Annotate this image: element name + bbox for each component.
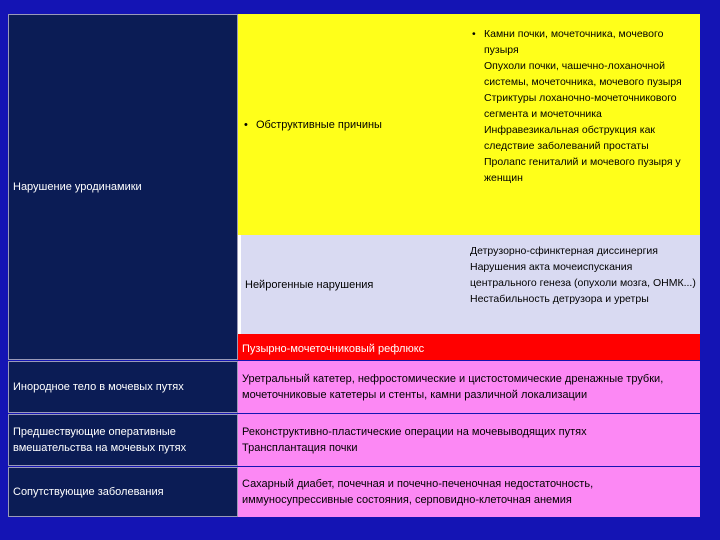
comorbid-text: Сахарный диабет, почечная и почечно-печеночная недостаточность, иммуносупрессивные состояния, серповидно-клеточная анемия [242, 478, 594, 506]
obstructive-item: • Камни почки, мочеточника, мочевого пузыря [470, 26, 698, 58]
obstructive-item: Опухоли почки, чашечно-лоханочной системы, мочеточника, мочевого пузыря [484, 60, 682, 88]
prior-surgery-label: Предшествующие оперативные вмешательства на мочевых путях [13, 426, 187, 454]
neurogenic-item: Нестабильность детрузора и уретры [470, 293, 649, 305]
obstructive-item: Пролапс гениталий и мочевого пузыря у женщин [484, 156, 681, 184]
prior-surgery-text-cell [238, 414, 700, 466]
prior-surgery-item: Трансплантация почки [242, 442, 358, 454]
obstructive-label: • Обструктивные причины [242, 117, 382, 133]
prior-surgery-item: Реконструктивно-пластические операции на мочевыводящих путях [242, 426, 587, 438]
comorbid-label-cell [8, 467, 238, 517]
foreign-body-label: Инородное тело в мочевых путях [13, 381, 184, 393]
obstructive-cell [238, 14, 466, 235]
reflux-label: Пузырно-мочеточниковый рефлюкс [242, 343, 425, 355]
obstructive-items-list [470, 26, 698, 58]
neurogenic-label: Нейрогенные нарушения [245, 278, 374, 291]
obstructive-item: Инфравезикальная обструкция как следствие заболеваний простаты [484, 124, 656, 152]
neurogenic-cell [238, 235, 466, 334]
urodynamics-label: Нарушение уродинамики [13, 181, 142, 193]
reflux-cell [238, 334, 700, 360]
neurogenic-item: Детрузорно-сфинктерная диссинергия [470, 245, 658, 257]
foreign-body-text: Уретральный катетер, нефростомические и цистостомические дренажные трубки, мочеточниковые катетеры и стенты, камни различной локализации [242, 373, 664, 401]
comorbid-text-cell [238, 467, 700, 517]
obstructive-label-list [242, 117, 382, 133]
obstructive-items-cell [466, 14, 700, 235]
comorbid-label: Сопутствующие заболевания [13, 486, 164, 498]
neurogenic-item: Нарушения акта мочеиспускания центрального генеза (опухоли мозга, ОНМК...) [470, 261, 696, 289]
neurogenic-items-cell [466, 235, 700, 334]
foreign-body-label-cell [8, 361, 238, 413]
urodynamics-cell [8, 14, 238, 360]
prior-surgery-label-cell [8, 414, 238, 466]
foreign-body-text-cell [238, 361, 700, 413]
obstructive-item: Стриктуры лоханочно-мочеточникового сегмента и мочеточника [484, 92, 677, 120]
